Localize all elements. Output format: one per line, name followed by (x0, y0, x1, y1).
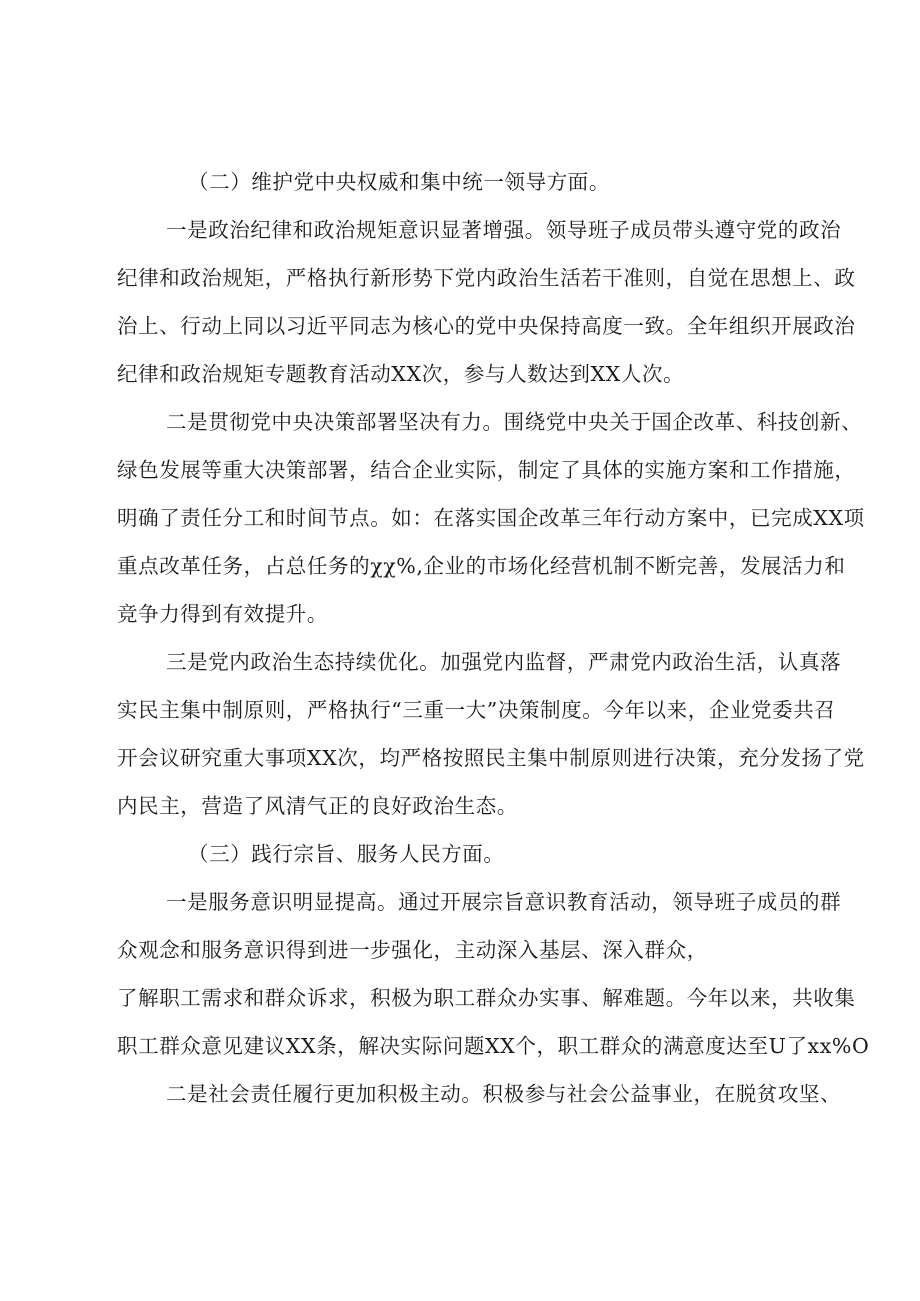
paragraph-line: 纪律和政治规矩专题教育活动XX次，参与人数达到XX人次。 (117, 362, 685, 386)
paragraph-line: 二是贯彻党中央决策部署坚决有力。围绕党中央关于国企改革、科技创新、 (166, 410, 863, 434)
paragraph-line: 重点改革任务，占总任务的χχ%,企业的市场化经营机制不断完善，发展活力和 (117, 554, 846, 578)
paragraph-line: 了解职工需求和群众诉求，积极为职工群众办实事、解难题。今年以来，共收集 (117, 986, 856, 1010)
section-heading-2: （二）维护党中央权威和集中统一领导方面。 (188, 170, 610, 194)
paragraph-line: 一是政治纪律和政治规矩意识显著增强。领导班子成员带头遵守党的政治 (166, 218, 842, 242)
paragraph-line: 绿色发展等重大决策部署，结合企业实际，制定了具体的实施方案和工作措施， (117, 458, 856, 482)
paragraph-line: 明确了责任分工和时间节点。如：在落实国企改革三年行动方案中，已完成XX项 (117, 506, 865, 530)
paragraph-line: 内民主，营造了风清气正的良好政治生态。 (117, 794, 518, 818)
paragraph-line: 众观念和服务意识得到进一步强化，主动深入基层、深入群众， (117, 938, 708, 962)
paragraph-line: 三是党内政治生态持续优化。加强党内监督，严肃党内政治生活，认真落 (166, 650, 842, 674)
paragraph-line: 实民主集中制原则，严格执行“三重一大”决策制度。今年以来，企业党委共召 (117, 698, 836, 722)
paragraph-line: 纪律和政治规矩，严格执行新形势下党内政治生活若干准则，自觉在思想上、政 (117, 266, 856, 290)
paragraph-line: 职工群众意见建议XX条，解决实际问题XX个，职工群众的满意度达至U了xx%O (117, 1034, 870, 1058)
paragraph-line: 治上、行动上同以习近平同志为核心的党中央保持高度一致。全年组织开展政治 (117, 314, 856, 338)
paragraph-line: 竞争力得到有效提升。 (117, 602, 328, 626)
section-heading-3: （三）践行宗旨、服务人民方面。 (188, 842, 505, 866)
paragraph-line: 开会议研究重大事项XX次，均严格按照民主集中制原则进行决策，充分发扬了党 (117, 746, 865, 770)
paragraph-line: 二是社会责任履行更加积极主动。积极参与社会公益事业，在脱贫攻坚、 (166, 1082, 842, 1106)
paragraph-line: 一是服务意识明显提高。通过开展宗旨意识教育活动，领导班子成员的群 (166, 890, 842, 914)
